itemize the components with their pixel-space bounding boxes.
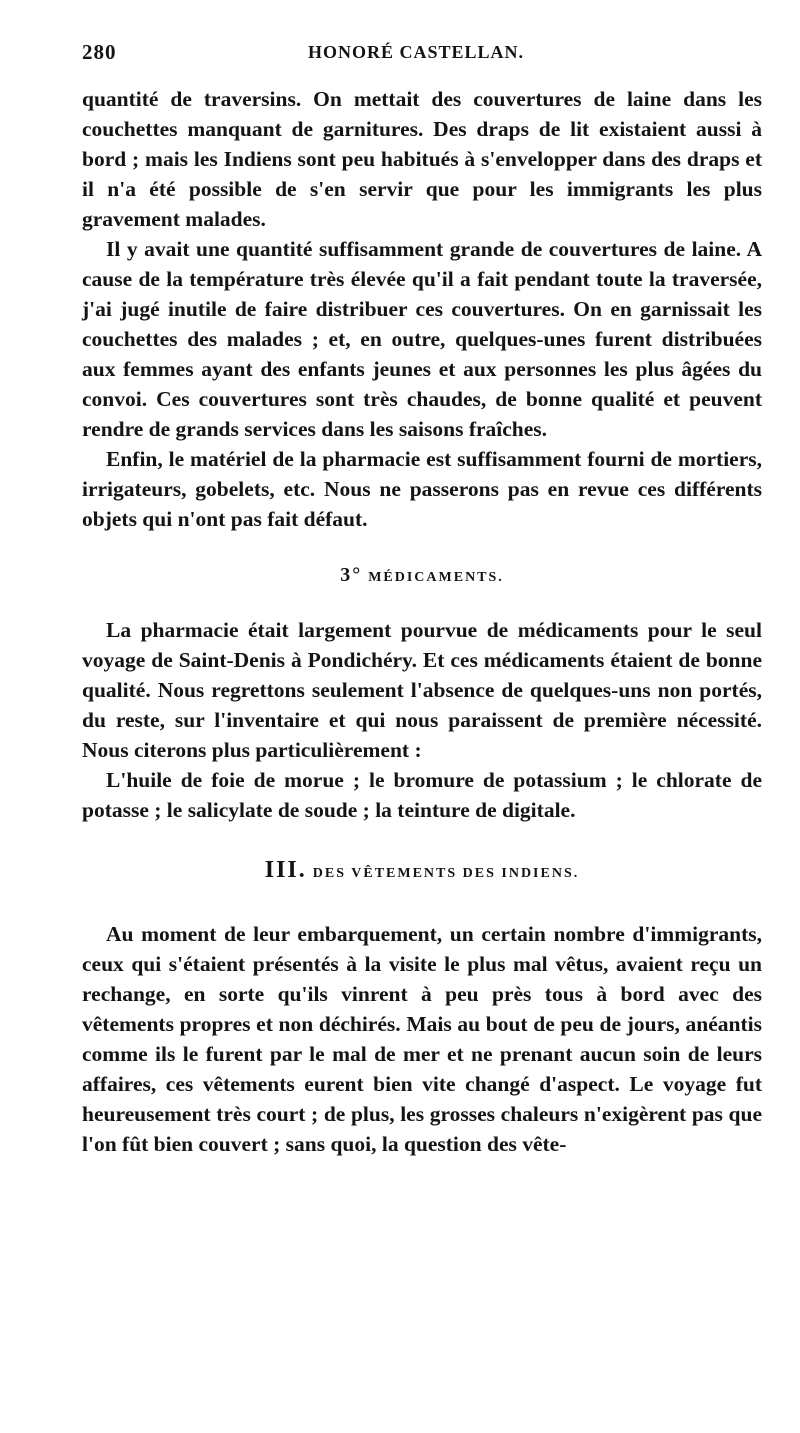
paragraph-medicaments: La pharmacie était largement pourvue de médicaments pour le seul voyage de Saint-Denis à Pondichéry. Et ces médicaments étaient de bonne qualité. Nous regrettons seulement l'absence de quelques-uns non portés, du reste, sur l'inventaire et qui nous paraissent de première nécessité. Nous citerons plus particulièrement : — [82, 618, 762, 762]
section-heading-medicaments — [82, 560, 762, 593]
section-title: MÉDICAMENTS. — [368, 570, 504, 585]
running-head: HONORÉ CASTELLAN. — [307, 42, 525, 62]
section-number: III. — [264, 857, 307, 883]
section-number: 3° — [340, 564, 363, 586]
section-title: DES VÊTEMENTS DES INDIENS. — [312, 866, 580, 881]
paragraph-couvertures: Il y avait une quantité suffisamment grande de couvertures de laine. A cause de la température très élevée qu'il a fait pendant toute la traversée, j'ai jugé inutile de faire distribuer ces couvertures. On en garnissait les couchettes des malades ; et, en outre, quelques-unes furent distribuées aux femmes ayant des enfants jeunes et aux personnes les plus âgées du convoi. Ces couvertures sont très chaudes, de bonne qualité et peuvent rendre de grands services dans les saisons fraîches. — [82, 237, 762, 441]
page-number: 280 — [82, 40, 117, 64]
paragraph-vetements: Au moment de leur embarquement, un certain nombre d'immigrants, ceux qui s'étaient présentés à la visite le plus mal vêtus, avaient reçu un rechange, en sorte qu'ils vinrent à peu près tous à bord avec des vêtements propres et non déchirés. Mais au bout de peu de jours, anéantis comme ils le furent par le mal de mer et ne prenant aucun soin de leurs affaires, ces vêtements eurent bien vite changé d'aspect. Le voyage fut heureusement très court ; de plus, les grosses chaleurs n'exigèrent pas que l'on fût bien couvert ; sans quoi, la question des vête- — [82, 922, 762, 1156]
page-header — [82, 40, 750, 70]
section-heading-vetements — [82, 855, 762, 889]
page-body — [82, 84, 762, 1159]
paragraph-pharmacie-materiel: Enfin, le matériel de la pharmacie est suffisamment fourni de mortiers, irrigateurs, gobelets, etc. Nous ne passerons pas en revue ces différents objets qui n'ont pas fait défaut. — [82, 447, 762, 531]
paragraph-traversins: quantité de traversins. On mettait des couvertures de laine dans les couchettes manquant de garnitures. Des draps de lit existaient aussi à bord ; mais les Indiens sont peu habitués à s'envelopper dans des draps et il n'a été possible de s'en servir que pour les immigrants les plus gravement malades. — [82, 87, 762, 231]
paragraph-medicaments-list: L'huile de foie de morue ; le bromure de potassium ; le chlorate de potasse ; le salicylate de soude ; la teinture de digitale. — [82, 768, 762, 822]
